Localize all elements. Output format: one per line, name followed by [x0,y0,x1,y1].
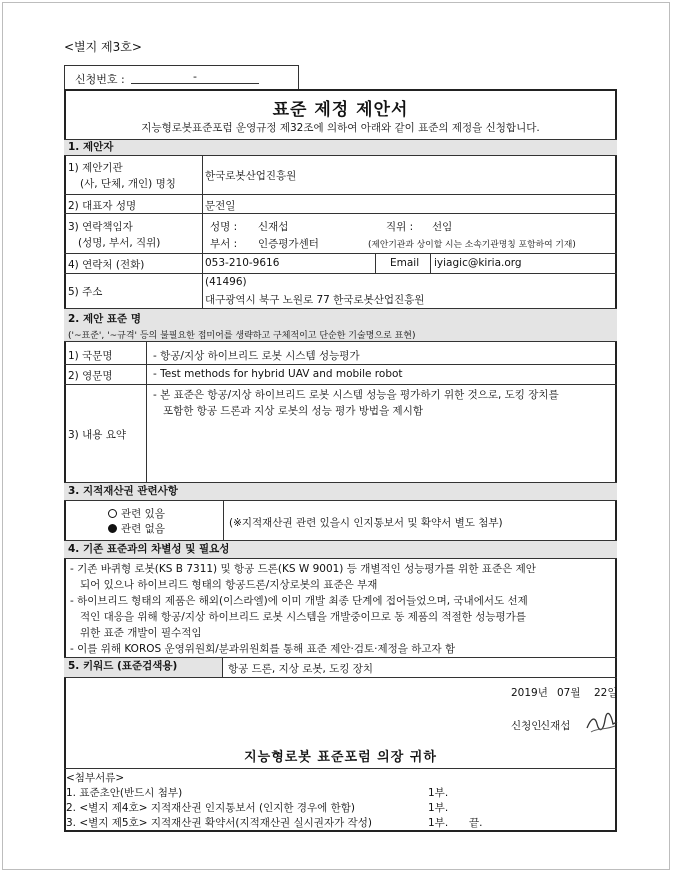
divider [146,342,147,482]
application-number-separator: - [193,70,197,83]
addressee: 지능형로봇 표준포럼 의장 귀하 [244,750,437,765]
divider [202,156,203,308]
ip-note: (※지적재산권 관련 있을시 인지통보서 및 확약서 별도 첨부) [229,517,503,529]
email-label: Email [390,257,420,269]
date-month: 07월 [557,687,581,699]
date-day: 22일 [594,687,618,699]
name-label: 성명 : [210,221,238,233]
section-4-header: 4. 기존 표준과의 차별성 및 필요성 [64,540,617,559]
divider [64,364,617,365]
attachment-qty: 1부. [428,802,449,814]
radio-filled-icon [108,524,117,533]
dept-label: 부서 : [210,238,238,250]
contact-label-1: 3) 연락책임자 [68,221,133,233]
application-number-label: 신청번호 : [75,73,125,86]
signature-image [585,710,619,736]
ip-option-no[interactable] [108,521,165,536]
date-year: 2019년 [511,687,548,699]
applicant-label: 신청인 [511,720,542,732]
contact-label-2: (성명, 부서, 직위) [78,237,161,249]
dept-value: 인증평가센터 [258,238,319,250]
address-value: 대구광역시 북구 노원로 77 한국로봇산업진흥원 [205,294,425,306]
summary-line-1: - 본 표준은 항공/지상 하이브리드 로봇 시스템 성능을 평가하기 위한 것으로, 도킹 장치를 [153,389,559,401]
page-subtitle: 지능형로봇표준포럼 운영규정 제32조에 의하여 아래와 같이 표준의 제정을 신청합니다. [141,122,540,134]
attachment-qty: 1부. [428,817,449,829]
divider [64,253,617,254]
address-label: 5) 주소 [68,286,103,298]
divider [222,658,223,677]
org-value: 한국로봇산업진흥원 [205,170,297,182]
divider [430,253,431,273]
attachments-end: 끝. [469,817,483,829]
attachments-header: <첨부서류> [66,772,125,784]
rationale-line: - 이를 위해 KOROS 운영위원회/분과위원회를 통해 표준 제안·검토·제정을 하고자 함 [70,643,456,655]
rationale-line: 적인 대응을 위해 항공/지상 하이브리드 로봇 시스템을 개발중이므로 동 제품의 적절한 성능평가를 [80,611,526,623]
applicant-name: 신재섭 [540,720,571,732]
divider [64,677,617,678]
position-label: 직위 : [386,221,414,233]
page-title: 표준 제정 제안서 [272,100,409,120]
summary-line-2: 포함한 항공 드론과 지상 로봇의 성능 평가 방법을 제시함 [163,405,423,417]
ip-option-yes-label: 관련 있음 [121,508,165,520]
eng-name-value: - Test methods for hybrid UAV and mobile robot [153,368,403,380]
rationale-line: - 기존 바퀴형 로봇(KS B 7311) 및 항공 드론(KS W 9001) 등 개별적인 성능평가를 위한 표준은 제안 [70,563,536,575]
rationale-line: - 하이브리드 형태의 제품은 해외(이스라엘)에 이미 개발 최종 단계에 접어들었으며, 국내에서도 선제 [70,595,528,607]
section-3-header: 3. 지적재산권 관련사항 [64,482,617,501]
application-number-field[interactable] [131,83,259,84]
section-1-header: 1. 제안자 [64,139,617,156]
rationale-line: 되어 있으나 하이브리드 형태의 항공드론/지상로봇의 표준은 부재 [80,579,378,591]
form-label: <별지 제3호> [64,40,142,54]
attachment-item: 3. <별지 제5호> 지적재산권 확약서(지적재산권 실시권자가 작성) [66,817,372,829]
summary-label: 3) 내용 요약 [68,429,127,441]
section-2-title: 2. 제안 표준 명 [68,313,141,325]
divider [64,194,617,195]
rationale-line: 위한 표준 개발이 필수적임 [80,627,202,639]
divider [64,384,617,385]
eng-name-label: 2) 영문명 [68,370,113,382]
name-value: 신재섭 [258,221,289,233]
phone-value: 053-210-9616 [205,257,280,269]
kor-name-value: - 항공/지상 하이브리드 로봇 시스템 성능평가 [153,350,360,362]
attachment-item: 2. <별지 제4호> 지적재산권 인지통보서 (인지한 경우에 한함) [66,802,355,814]
divider [223,501,224,540]
ip-option-no-label: 관련 없음 [121,523,165,535]
application-number-box [64,65,299,89]
attachment-item: 1. 표준초안(반드시 첨부) [66,787,183,799]
rep-value: 문전일 [205,200,236,212]
position-value: 선임 [432,221,453,233]
section-2-note: ('~표준', '~규격' 등의 불필요한 접미어를 생략하고 구체적이고 단순한 기술명으로 표현) [68,331,416,341]
divider [375,253,376,273]
ip-option-yes[interactable] [108,506,165,521]
divider [64,273,617,274]
section-5-header: 5. 키워드 (표준검색용) [64,658,222,677]
address-zip: (41496) [205,276,247,288]
phone-label: 4) 연락처 (전화) [68,259,145,271]
rep-label: 2) 대표자 성명 [68,200,137,212]
keywords-value: 항공 드론, 지상 로봇, 도킹 장치 [228,663,374,675]
kor-name-label: 1) 국문명 [68,350,113,362]
org-label-1: 1) 제안기관 [68,162,123,174]
section-2-header [64,308,617,342]
org-label-2: (사, 단체, 개인) 명칭 [80,178,176,190]
email-value: iyiagic@kiria.org [434,257,522,269]
dept-note: (제안기관과 상이할 시는 소속기관명칭 포함하여 기재) [368,240,576,250]
radio-empty-icon [108,509,117,518]
divider [64,768,617,769]
divider [64,213,617,214]
attachment-qty: 1부. [428,787,449,799]
